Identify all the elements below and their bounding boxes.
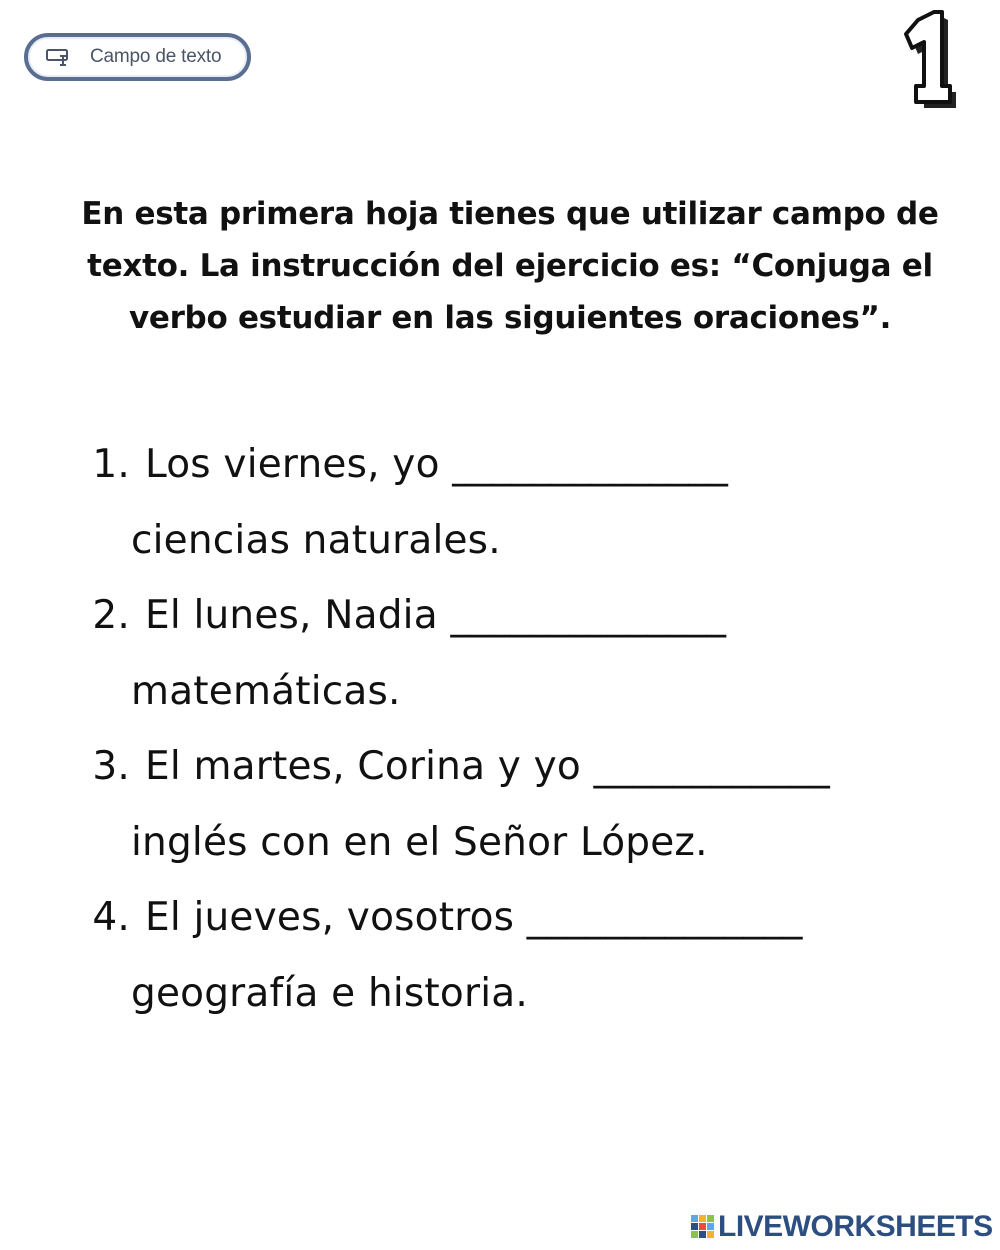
exercise-number: 2. bbox=[92, 593, 130, 638]
page-number bbox=[896, 10, 966, 110]
exercise-3-line-1 bbox=[70, 744, 830, 789]
exercise-prompt: Los viernes, yo bbox=[145, 442, 440, 487]
exercise-4-line-1 bbox=[70, 895, 803, 940]
exercise-2-line-2: matemáticas. bbox=[131, 669, 401, 714]
liveworksheets-mark-icon bbox=[690, 1214, 716, 1240]
answer-blank[interactable]: ____________ bbox=[593, 744, 831, 789]
answer-blank[interactable]: ______________ bbox=[526, 895, 803, 940]
text-field-icon bbox=[46, 48, 72, 66]
exercise-4-line-2: geografía e historia. bbox=[131, 971, 528, 1016]
exercise-3-line-2: inglés con en el Señor López. bbox=[131, 820, 708, 865]
instructions-line: En esta primera hoja tienes que utilizar campo de bbox=[81, 196, 939, 232]
exercise-2-line-1 bbox=[70, 593, 726, 638]
exercise-number: 3. bbox=[92, 744, 130, 789]
liveworksheets-logo bbox=[690, 1209, 993, 1245]
exercise-prompt: El jueves, vosotros bbox=[145, 895, 515, 940]
exercise-prompt: El martes, Corina y yo bbox=[145, 744, 581, 789]
text-field-tool-badge[interactable] bbox=[24, 33, 251, 81]
instructions-line: texto. La instrucción del ejercicio es: “Conjuga el bbox=[87, 248, 933, 284]
exercise-1-line-1 bbox=[70, 442, 728, 487]
page-number-text: 1 bbox=[896, 10, 897, 11]
answer-blank[interactable]: ______________ bbox=[450, 593, 727, 638]
instructions-line: verbo estudiar en las siguientes oraciones”. bbox=[128, 300, 892, 336]
instructions-paragraph bbox=[40, 188, 980, 344]
answer-blank[interactable]: ______________ bbox=[452, 442, 729, 487]
exercise-1-line-2: ciencias naturales. bbox=[131, 518, 501, 563]
text-field-label: Campo de texto bbox=[90, 46, 222, 67]
exercise-number: 1. bbox=[92, 442, 130, 487]
exercise-number: 4. bbox=[92, 895, 130, 940]
exercise-prompt: El lunes, Nadia bbox=[145, 593, 438, 638]
liveworksheets-logo-text: LIVEWORKSHEETS bbox=[718, 1210, 993, 1243]
